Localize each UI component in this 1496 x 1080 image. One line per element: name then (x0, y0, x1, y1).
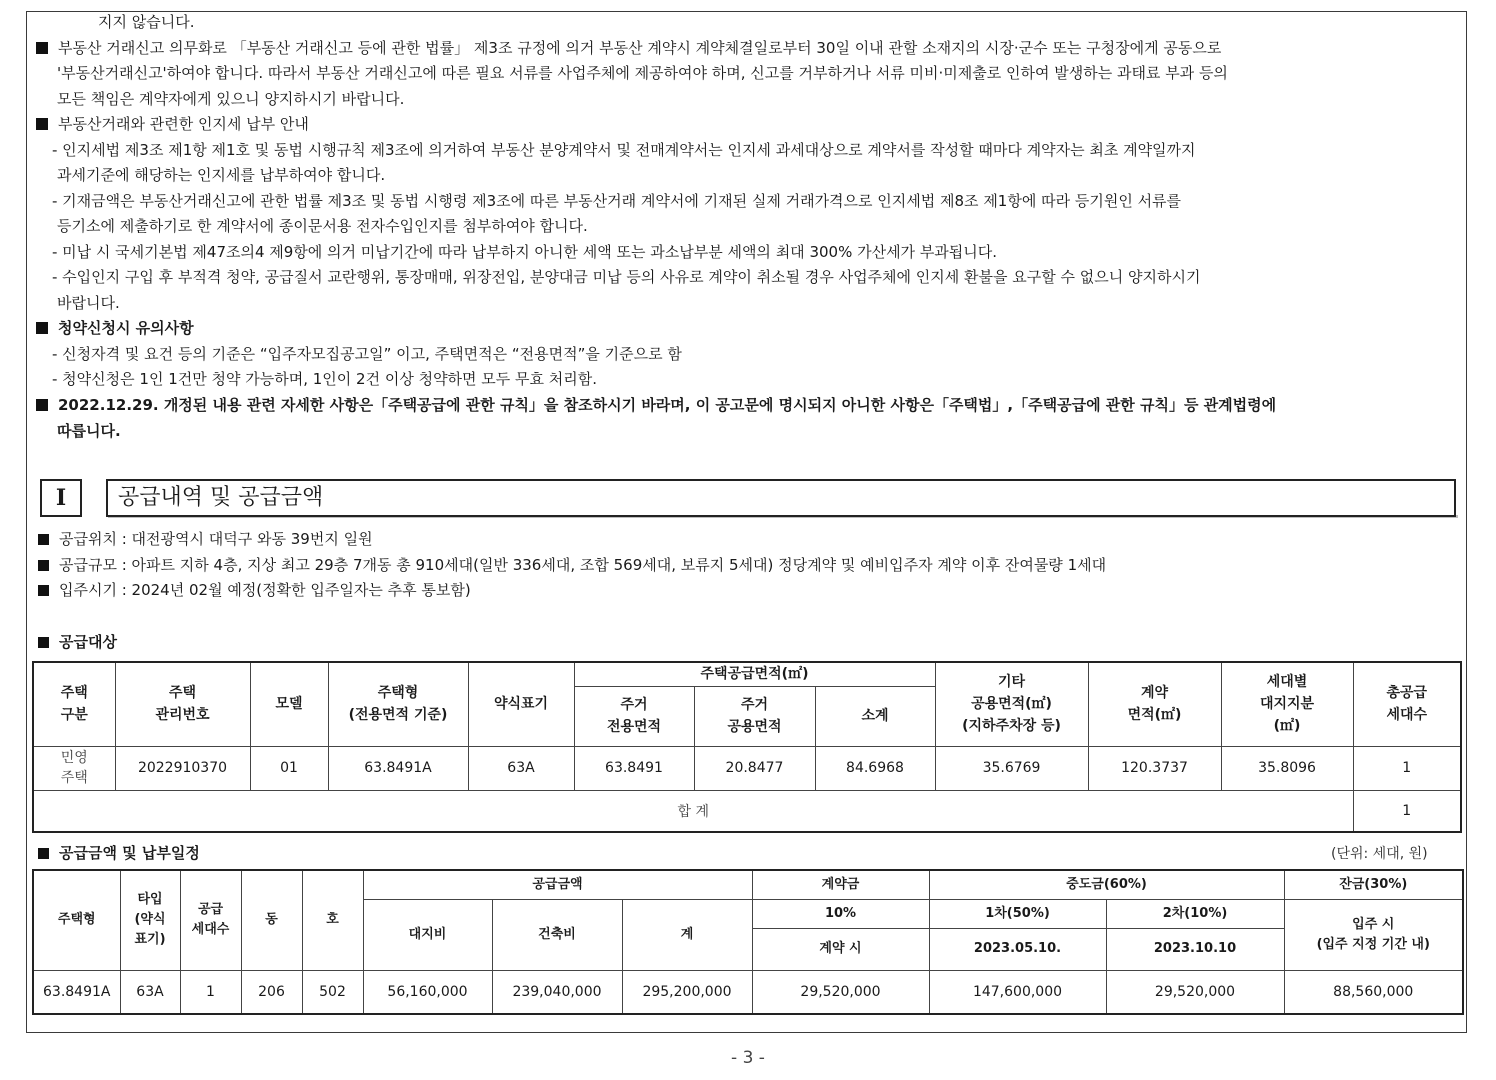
header-interim-1-date: 2023.05.10. (929, 928, 1106, 970)
header-short-label: 약식표기 (468, 662, 574, 746)
header-price-sum: 계 (622, 899, 752, 970)
table-sum-row (33, 790, 1461, 832)
sum-label: 합 계 (33, 790, 1353, 832)
header-model: 모델 (250, 662, 328, 746)
square-bullet-icon (38, 848, 49, 859)
header-interim: 중도금(60%) (929, 870, 1284, 899)
header-total-units: 총공급 세대수 (1353, 662, 1461, 746)
notice-subscription-caution: 청약신청시 유의사항 (36, 318, 194, 338)
table-row (33, 970, 1463, 1014)
notice-line: - 미납 시 국세기본법 제47조의4 제9항에 의거 미납기간에 따라 납부하지 아니한 세액 또는 과소납부분 세액의 최대 300% 가산세가 부과됩니다. (52, 243, 998, 261)
square-bullet-icon (36, 322, 48, 334)
square-bullet-icon (38, 637, 49, 648)
header-deposit: 계약금 (752, 870, 929, 899)
header-exclusive-area: 주거 전용면적 (574, 686, 694, 746)
header-house-class: 주택 구분 (33, 662, 115, 746)
supply-location: 공급위치 : 대전광역시 대덕구 와동 39번지 일원 (38, 529, 373, 549)
notice-line: 바랍니다. (57, 294, 120, 312)
supply-target-title: 공급대상 (38, 632, 117, 652)
header-other-common-area: 기타 공용면적(㎡) (지하주차장 등) (935, 662, 1088, 746)
cell-short-label: 63A (468, 746, 574, 790)
cell-total-units: 1 (1353, 746, 1461, 790)
cell-balance: 88,560,000 (1284, 970, 1463, 1014)
cell-house-type: 63.8491A (33, 970, 120, 1014)
cell-price-sum: 295,200,000 (622, 970, 752, 1014)
notice-line: - 기재금액은 부동산거래신고에 관한 법률 제3조 및 동법 시행령 제3조에 따른 부동산거래 계약서에 기재된 실제 거래가격으로 인지세법 제8조 제1항에 따라 등기원인 서류를 (52, 192, 1182, 210)
supply-target-table (32, 661, 1462, 833)
header-supply-price: 공급금액 (363, 870, 752, 899)
notice-line: 등기소에 제출하기로 한 계약서에 종이문서용 전자수입인지를 첨부하여야 합니다. (57, 217, 588, 235)
header-balance-when: 입주 시 (입주 지정 기간 내) (1284, 899, 1463, 970)
header-contract-area: 계약 면적(㎡) (1088, 662, 1221, 746)
price-schedule-table (32, 869, 1464, 1015)
notice-line: 모든 책임은 계약자에게 있으니 양지하시기 바랍니다. (57, 90, 405, 108)
cell-subtotal: 84.6968 (815, 746, 935, 790)
header-balance: 잔금(30%) (1284, 870, 1463, 899)
unit-note: (단위: 세대, 원) (1331, 846, 1428, 862)
notice-line: 따릅니다. (57, 422, 121, 440)
header-land-share: 세대별 대지지분 (㎡) (1221, 662, 1353, 746)
sum-value: 1 (1353, 790, 1461, 832)
price-schedule-title: 공급금액 및 납부일정 (38, 843, 200, 863)
header-ho: 호 (302, 870, 363, 970)
notice-stamp-tax: 부동산거래와 관련한 인지세 납부 안내 (36, 114, 309, 134)
header-interim-2-date: 2023.10.10 (1106, 928, 1284, 970)
square-bullet-icon (38, 560, 49, 571)
cell-interim-2: 29,520,000 (1106, 970, 1284, 1014)
cell-common-area: 20.8477 (694, 746, 815, 790)
cell-ho: 502 (302, 970, 363, 1014)
header-interim-1: 1차(50%) (929, 899, 1106, 928)
cell-mgmt-number: 2022910370 (115, 746, 250, 790)
cell-type-short: 63A (120, 970, 180, 1014)
header-mgmt-number: 주택 관리번호 (115, 662, 250, 746)
header-house-type: 주택형 (전용면적 기준) (328, 662, 468, 746)
header-land-cost: 대지비 (363, 899, 492, 970)
section-title: 공급내역 및 공급금액 (106, 479, 1456, 517)
header-subtotal: 소계 (815, 686, 935, 746)
notice-line: - 청약신청은 1인 1건만 청약 가능하며, 1인이 2건 이상 청약하면 모두 무효 처리함. (52, 370, 598, 388)
cell-supply-units: 1 (180, 970, 241, 1014)
cell-land-share: 35.8096 (1221, 746, 1353, 790)
header-supply-units: 공급 세대수 (180, 870, 241, 970)
header-dong: 동 (241, 870, 302, 970)
notice-line: '부동산거래신고'하여야 합니다. 따라서 부동산 거래신고에 따른 필요 서류를 사업주체에 제공하여야 하며, 신고를 거부하거나 서류 미비·미제출로 인하여 발생하는 과태료 부과 등의 (57, 64, 1228, 82)
square-bullet-icon (38, 585, 49, 596)
cell-interim-1: 147,600,000 (929, 970, 1106, 1014)
notice-line: - 수입인지 구입 후 부적격 청약, 공급질서 교란행위, 통장매매, 위장전입, 분양대금 미납 등의 사유로 계약이 취소될 경우 사업주체에 인지세 환불을 요구할 수 없으니 양지하시기 (52, 268, 1201, 286)
square-bullet-icon (36, 118, 48, 130)
header-deposit-when: 계약 시 (752, 928, 929, 970)
header-type-short: 타입 (약식 표기) (120, 870, 180, 970)
header-interim-2: 2차(10%) (1106, 899, 1284, 928)
header-deposit-pct: 10% (752, 899, 929, 928)
notice-real-estate-report: 부동산 거래신고 의무화로 「부동산 거래신고 등에 관한 법률」 제3조 규정에 의거 부동산 계약시 계약체결일로부터 30일 이내 관할 소재지의 시장·군수 또는 구청장에게 공동으로 (36, 38, 1221, 58)
square-bullet-icon (38, 534, 49, 545)
header-house-type: 주택형 (33, 870, 120, 970)
square-bullet-icon (36, 399, 48, 411)
header-common-area: 주거 공용면적 (694, 686, 815, 746)
notice-line: - 인지세법 제3조 제1항 제1호 및 동법 시행규칙 제3조에 의거하여 부동산 분양계약서 및 전매계약서는 인지세 과세대상으로 계약서를 작성할 때마다 계약자는 최초 계약일까지 (52, 141, 1196, 159)
cell-contract-area: 120.3737 (1088, 746, 1221, 790)
supply-scale: 공급규모 : 아파트 지하 4층, 지상 최고 29층 7개동 총 910세대(일반 336세대, 조합 569세대, 보류지 5세대) 정당계약 및 예비입주자 계약 이후 잔여물량 1세대 (38, 555, 1106, 575)
cell-model: 01 (250, 746, 328, 790)
section-number: I (40, 479, 82, 517)
square-bullet-icon (36, 42, 48, 54)
supply-move-in: 입주시기 : 2024년 02월 예정(정확한 입주일자는 추후 통보함) (38, 580, 471, 600)
table-row (33, 746, 1461, 790)
page-number: - 3 - (731, 1048, 765, 1068)
notice-line: - 신청자격 및 요건 등의 기준은 “입주자모집공고일” 이고, 주택면적은 “전용면적”을 기준으로 함 (52, 345, 682, 363)
cell-exclusive-area: 63.8491 (574, 746, 694, 790)
header-building-cost: 건축비 (492, 899, 622, 970)
cell-other-common-area: 35.6769 (935, 746, 1088, 790)
cell-building-cost: 239,040,000 (492, 970, 622, 1014)
notice-line: 지지 않습니다. (98, 13, 195, 31)
cell-deposit: 29,520,000 (752, 970, 929, 1014)
cell-house-class: 민영 주택 (33, 746, 115, 790)
cell-dong: 206 (241, 970, 302, 1014)
cell-house-type: 63.8491A (328, 746, 468, 790)
notice-revision: 2022.12.29. 개정된 내용 관련 자세한 사항은「주택공급에 관한 규칙」을 참조하시기 바라며, 이 공고문에 명시되지 아니한 사항은「주택법」,「주택공급에 관한 규칙」등 관계법령에 (36, 395, 1276, 415)
header-supply-area: 주택공급면적(㎡) (574, 662, 935, 686)
cell-land-cost: 56,160,000 (363, 970, 492, 1014)
notice-line: 과세기준에 해당하는 인지세를 납부하여야 합니다. (57, 166, 386, 184)
